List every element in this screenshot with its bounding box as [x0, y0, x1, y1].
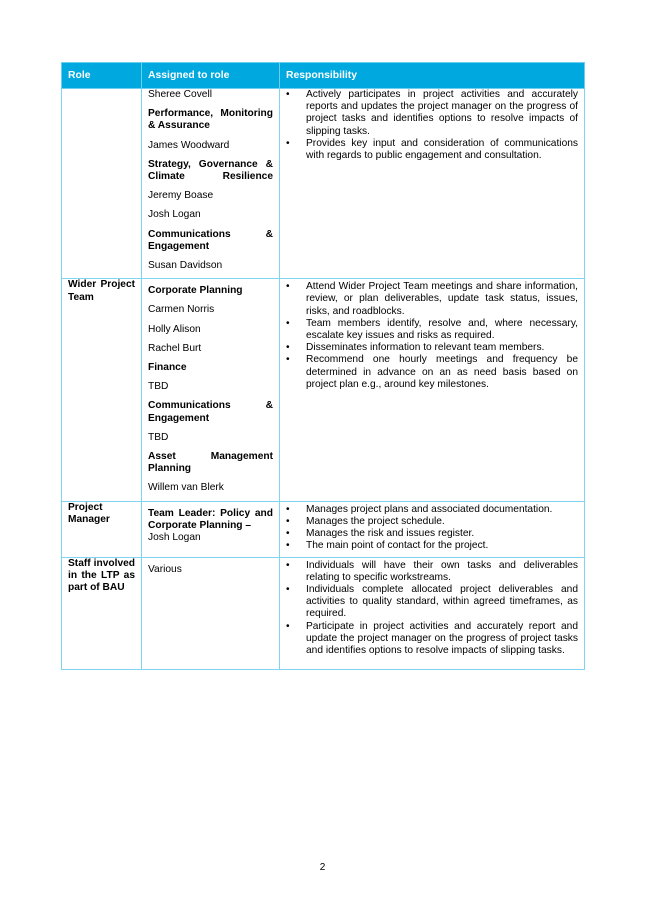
roles-table [61, 62, 585, 670]
team-heading: Team Leader: Policy and Corporate Planning – [148, 507, 273, 531]
team-heading: Asset Management Planning [148, 451, 273, 475]
responsibility-cell [280, 501, 585, 557]
team-heading: Communications & Engagement [148, 228, 273, 252]
responsibility-item: • Participate in project activities and accurately report and update the project manager on the progress of project tasks and identifies options to resolve impacts of slipping tasks. [286, 621, 578, 658]
table-row [62, 557, 585, 669]
assignee: TBD [148, 381, 169, 393]
responsibility-cell [280, 279, 585, 501]
assignee: Josh Logan [148, 532, 201, 544]
table-row [62, 501, 585, 557]
assignee: Various [148, 563, 182, 575]
assigned-cell [142, 279, 280, 501]
role-cell: Staff involved in the LTP as part of BAU [62, 557, 142, 669]
assignee: Rachel Burt [148, 342, 202, 354]
table-header-row [62, 63, 585, 89]
assignee: Sheree Covell [148, 89, 212, 100]
team-heading: Performance, Monitoring & Assurance [148, 108, 273, 132]
assigned-cell [142, 557, 280, 669]
assignee: Holly Alison [148, 323, 201, 335]
responsibility-item: • Individuals will have their own tasks and deliverables relating to specific workstreams. [286, 560, 578, 584]
table-row [62, 89, 585, 279]
responsibility-item: • Individuals complete allocated project deliverables and activities to quality standard, within agreed timeframes, as required. [286, 584, 578, 621]
assignee: Carmen Norris [148, 304, 215, 316]
responsibility-item: • Team members identify, resolve and, where necessary, escalate key issues and risks as required. [286, 318, 578, 342]
responsibility-item: • Provides key input and consideration of communications with regards to public engagement and consultation. [286, 138, 578, 162]
responsibility-item: • Manages project plans and associated documentation. [286, 504, 578, 516]
responsibility-item: • Attend Wider Project Team meetings and share information, review, or plan deliverables, update task status, issues, risks, and roadblocks. [286, 281, 578, 318]
responsibility-cell [280, 89, 585, 279]
responsibility-item: • Manages the project schedule. [286, 516, 578, 528]
role-cell: Project Manager [62, 501, 142, 557]
responsibility-cell [280, 557, 585, 669]
table-row [62, 279, 585, 501]
assignee: James Woodward [148, 139, 230, 151]
assignee: TBD [148, 431, 169, 443]
header-responsibility: Responsibility [280, 63, 585, 89]
responsibility-item: • Manages the risk and issues register. [286, 528, 578, 540]
team-heading: Corporate Planning [148, 285, 243, 297]
responsibility-item: • The main point of contact for the project. [286, 540, 578, 552]
assigned-cell [142, 89, 280, 279]
assigned-cell [142, 501, 280, 557]
responsibility-item: • Actively participates in project activities and accurately reports and updates the project manager on the progress of project tasks and identifies options to resolve impacts of slipping tasks. [286, 89, 578, 138]
team-heading: Communications & Engagement [148, 400, 273, 424]
assignee: Susan Davidson [148, 260, 223, 272]
assignee: Willem van Blerk [148, 482, 224, 494]
role-cell: Wider Project Team [62, 279, 142, 501]
responsibility-item: • Disseminates information to relevant team members. [286, 342, 578, 354]
header-assigned: Assigned to role [142, 63, 280, 89]
page-number: 2 [319, 862, 326, 873]
team-heading: Finance [148, 362, 187, 374]
assignee: Josh Logan [148, 209, 201, 221]
role-cell [62, 89, 142, 279]
team-heading: Strategy, Governance & Climate Resilience [148, 158, 273, 183]
assignee: Jeremy Boase [148, 190, 214, 202]
responsibility-item: • Recommend one hourly meetings and frequency be determined in advance on an as need basis based on project plan e.g., around key milestones. [286, 354, 578, 391]
header-role: Role [62, 63, 142, 89]
